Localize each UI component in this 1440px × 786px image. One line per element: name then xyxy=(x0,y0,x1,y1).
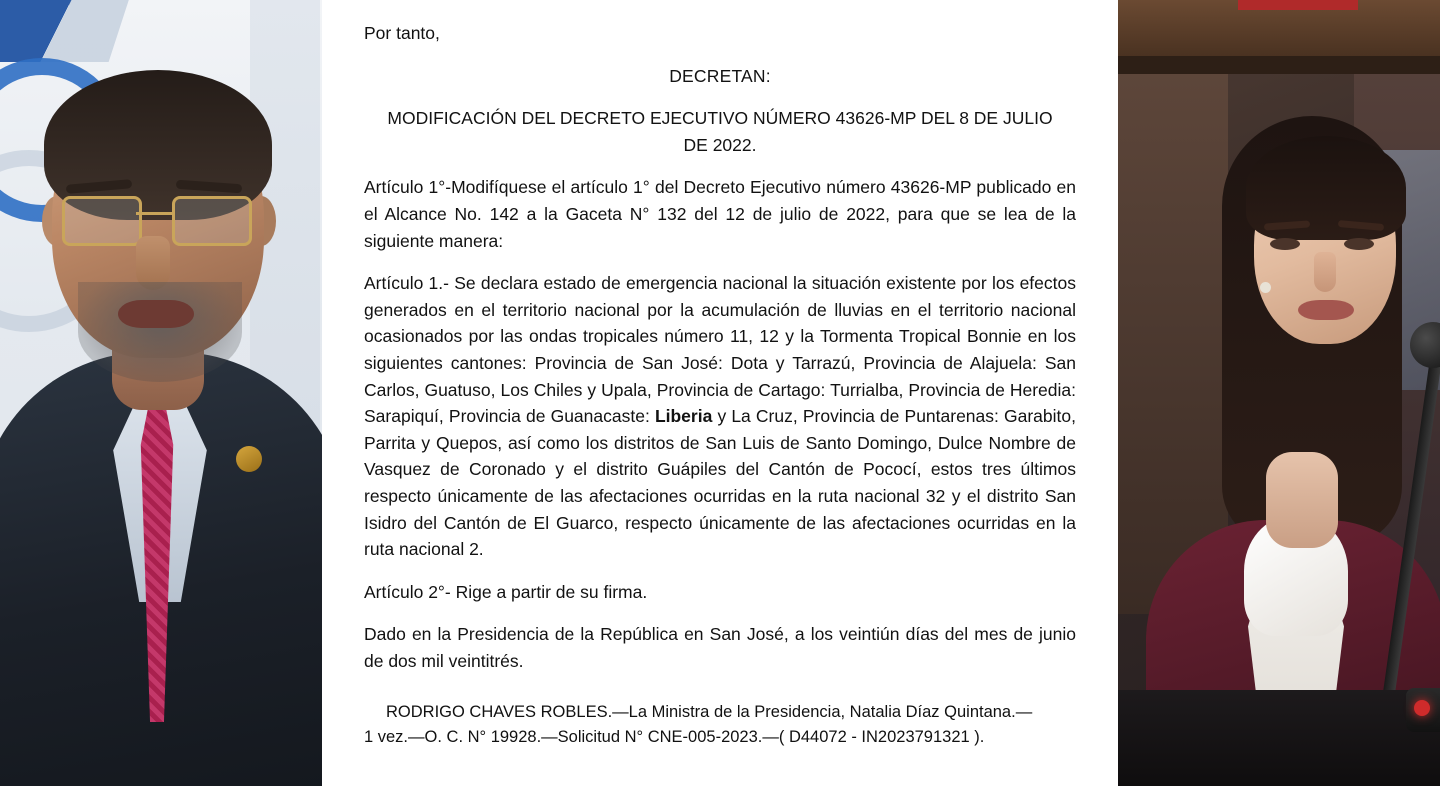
article-1-highlight: Liberia xyxy=(654,406,713,427)
article-2: Artículo 2°- Rige a partir de su firma. xyxy=(364,581,648,602)
document-body xyxy=(340,0,1100,786)
decree-word: DECRETAN: xyxy=(669,65,771,86)
mouth xyxy=(118,300,194,328)
eyeglasses-right-lens xyxy=(172,196,252,246)
eye-left xyxy=(1270,238,1300,250)
photo-right-minister xyxy=(1118,0,1440,786)
intro-text: Por tanto, xyxy=(364,23,440,43)
microphone-led-icon xyxy=(1414,700,1430,716)
foreground-shadow xyxy=(1118,690,1440,786)
lapel-pin-icon xyxy=(236,446,262,472)
signature-line-1: RODRIGO CHAVES ROBLES.—La Ministra de la Presidencia, Natalia Díaz Quintana.— xyxy=(386,703,1033,722)
wood-trim xyxy=(1118,56,1440,74)
decree-document xyxy=(322,0,1118,786)
eyeglasses-bridge xyxy=(136,212,172,215)
nose xyxy=(1314,252,1336,292)
beard xyxy=(78,282,242,382)
issued-statement: Dado en la Presidencia de la República en San José, a los veintiún días del mes de junio de dos mil veintitrés. xyxy=(364,624,1076,671)
signature-block xyxy=(364,700,1076,750)
article-1-body-part2: y La Cruz, Provincia de Puntarenas: Garabito, Parrita y Quepos, así como los distritos de San Luis de Santo Domingo, Dulce Nombre de Vasquez de Coronado y el distrito Guápiles del Cantón de Pococí, estos tres últimos respecto únicamente de las afectaciones ocurridas en la ruta nacional 32 y el distrito San Isidro del Cantón de El Guarco, respecto únicamente de las afectaciones ocurridas en la ruta nacional 2. xyxy=(364,406,1076,560)
photo-left-president xyxy=(0,0,322,786)
article-1-intro: Artículo 1°-Modifíquese el artículo 1° del Decreto Ejecutivo número 43626-MP publicado en el Alcance No. 142 a la Gaceta N° 132 del 12 de julio de 2022, para que se lea de la siguiente manera: xyxy=(364,177,1076,251)
article-1-body-part1: Artículo 1.- Se declara estado de emergencia nacional la situación existente por los efectos generados en el territorio nacional por la acumulación de lluvias en el territorio nacional ocasionados por las ondas tropicales número 11, 12 y la Tormenta Tropical Bonnie en los siguientes cantones: Provincia de San José: Dota y Tarrazú, Provincia de Alajuela: San Carlos, Guatuso, Los Chiles y Upala, Provincia de Cartago: Turrialba, Provincia de Heredia: Sarapiquí, Provincia de Guanacaste: xyxy=(364,273,1076,427)
person-president xyxy=(0,0,322,786)
article-1-body xyxy=(364,270,1076,563)
eye-right xyxy=(1344,238,1374,250)
signature-line-2: 1 vez.—O. C. N° 19928.—Solicitud N° CNE-005-2023.—( D44072 - IN2023791321 ). xyxy=(364,728,985,747)
mouth xyxy=(1298,300,1354,320)
eyeglasses-left-lens xyxy=(62,196,142,246)
document-title: MODIFICACIÓN DEL DECRETO EJECUTIVO NÚMERO 43626-MP DEL 8 DE JULIO DE 2022. xyxy=(387,108,1053,155)
neck xyxy=(1266,452,1338,548)
earring-icon xyxy=(1260,282,1271,293)
red-stripe xyxy=(1238,0,1358,10)
